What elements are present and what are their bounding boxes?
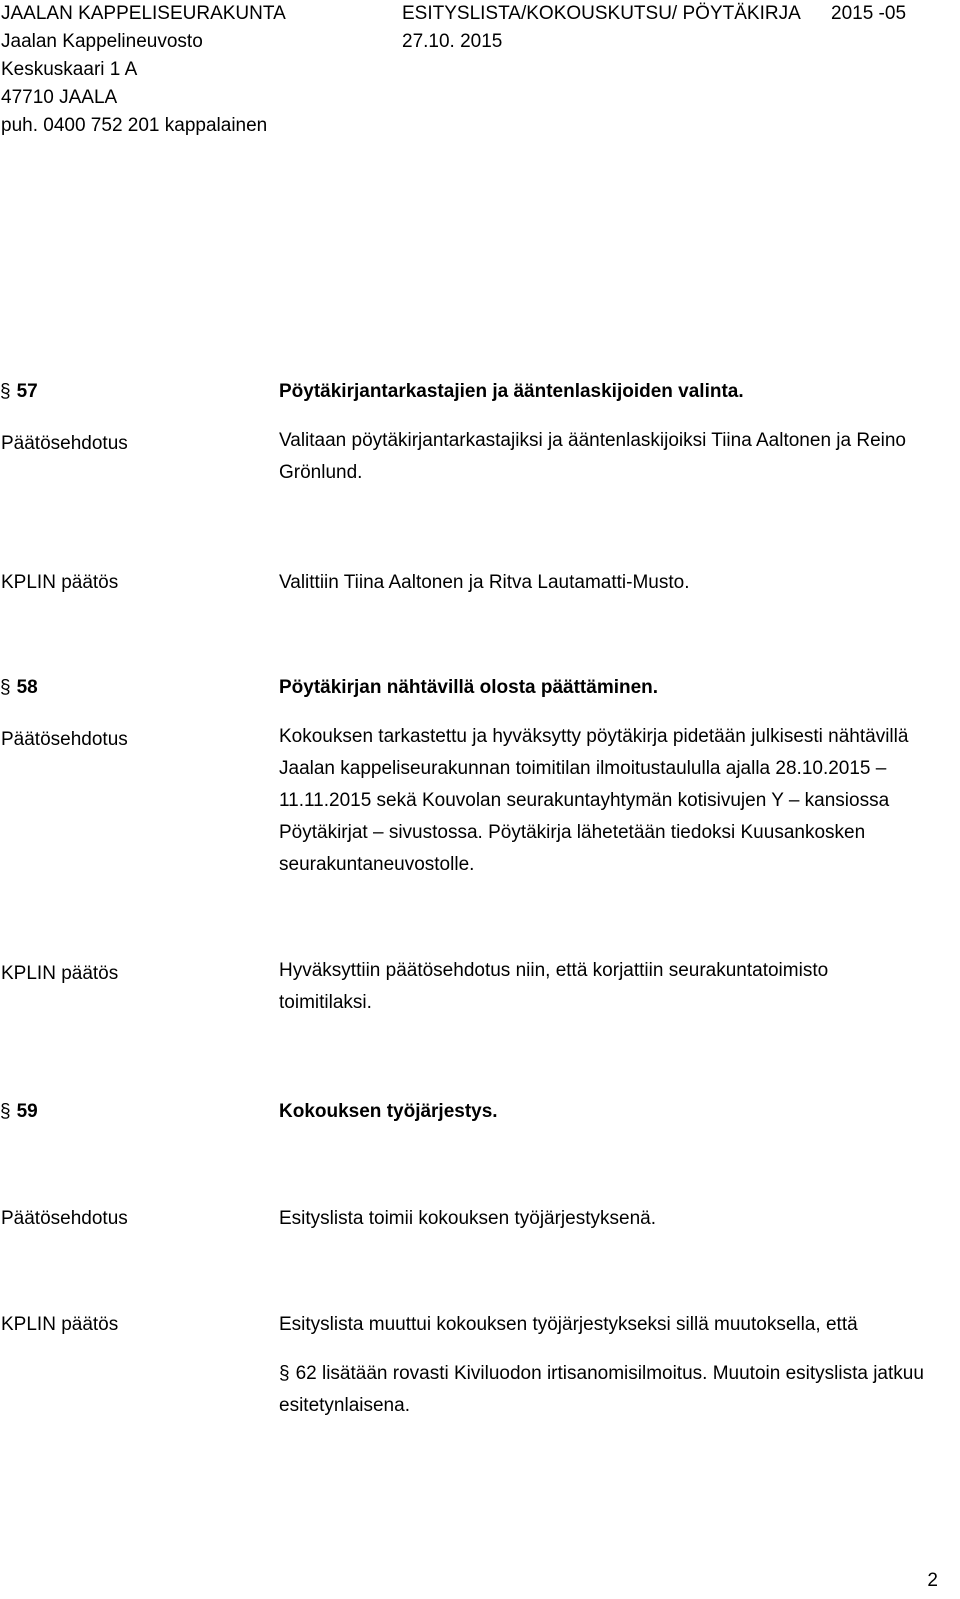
section-symbol: § (0, 1101, 11, 1122)
decision-label: KPLIN päätös (1, 1314, 119, 1335)
council-name: Jaalan Kappelineuvosto (1, 31, 203, 52)
meeting-date: 27.10. 2015 (402, 31, 503, 52)
item-title: Pöytäkirjantarkastajien ja ääntenlaskijoiden valinta. (279, 381, 744, 402)
page-number: 2 (927, 1570, 938, 1591)
decision-text-continued: § 62 lisätään rovasti Kiviluodon irtisanomisilmoitus. Muutoin esityslista jatkuu esitetynlaisena. (279, 1363, 924, 1416)
decision-text: Esityslista muuttui kokouksen työjärjestykseksi sillä muutoksella, että (279, 1314, 858, 1335)
section-symbol: § (279, 1363, 290, 1384)
decision-text: Hyväksyttiin päätösehdotus niin, että korjattiin seurakuntatoimisto toimitilaksi. (279, 960, 829, 1013)
item-number: § 59 (0, 1101, 38, 1122)
phone-number: puh. 0400 752 201 kappalainen (1, 115, 268, 136)
doc-type: ESITYSLISTA/KOKOUSKUTSU/ PÖYTÄKIRJA (402, 3, 801, 24)
decision-label: KPLIN päätös (1, 963, 119, 984)
item-title: Pöytäkirjan nähtävillä olosta päättäminen. (279, 677, 659, 698)
proposal-label: Päätösehdotus (1, 433, 128, 454)
section-symbol: § (0, 381, 11, 402)
section-symbol: § (0, 677, 11, 698)
decision-text: Valittiin Tiina Aaltonen ja Ritva Lautamatti-Musto. (279, 572, 690, 593)
doc-number: 2015 -05 (831, 3, 907, 24)
proposal-label: Päätösehdotus (1, 729, 128, 750)
proposal-text: Valitaan pöytäkirjantarkastajiksi ja ääntenlaskijoiksi Tiina Aaltonen ja Reino Grönlund. (279, 430, 906, 483)
proposal-text: Esityslista toimii kokouksen työjärjestyksenä. (279, 1208, 656, 1229)
proposal-text: Kokouksen tarkastettu ja hyväksytty pöytäkirja pidetään julkisesti nähtävillä Jaalan kappeliseurakunnan toimitilan ilmoitustaululla ajalla 28.10.2015 – 11.11.2015 sekä Kouvolan seurakuntayhtymän kotisivujen Y – kansiossa Pöytäkirjat – sivustossa. Pöytäkirja lähetetään tiedoksi Kuusankosken seurakuntaneuvostolle. (279, 726, 909, 875)
postal-address: 47710 JAALA (1, 87, 118, 108)
org-name: JAALAN KAPPELISEURAKUNTA (1, 3, 286, 24)
decision-label: KPLIN päätös (1, 572, 119, 593)
item-number: § 57 (0, 381, 38, 402)
item-number: § 58 (0, 677, 38, 698)
street-address: Keskuskaari 1 A (1, 59, 138, 80)
proposal-label: Päätösehdotus (1, 1208, 128, 1229)
item-title: Kokouksen työjärjestys. (279, 1101, 498, 1122)
